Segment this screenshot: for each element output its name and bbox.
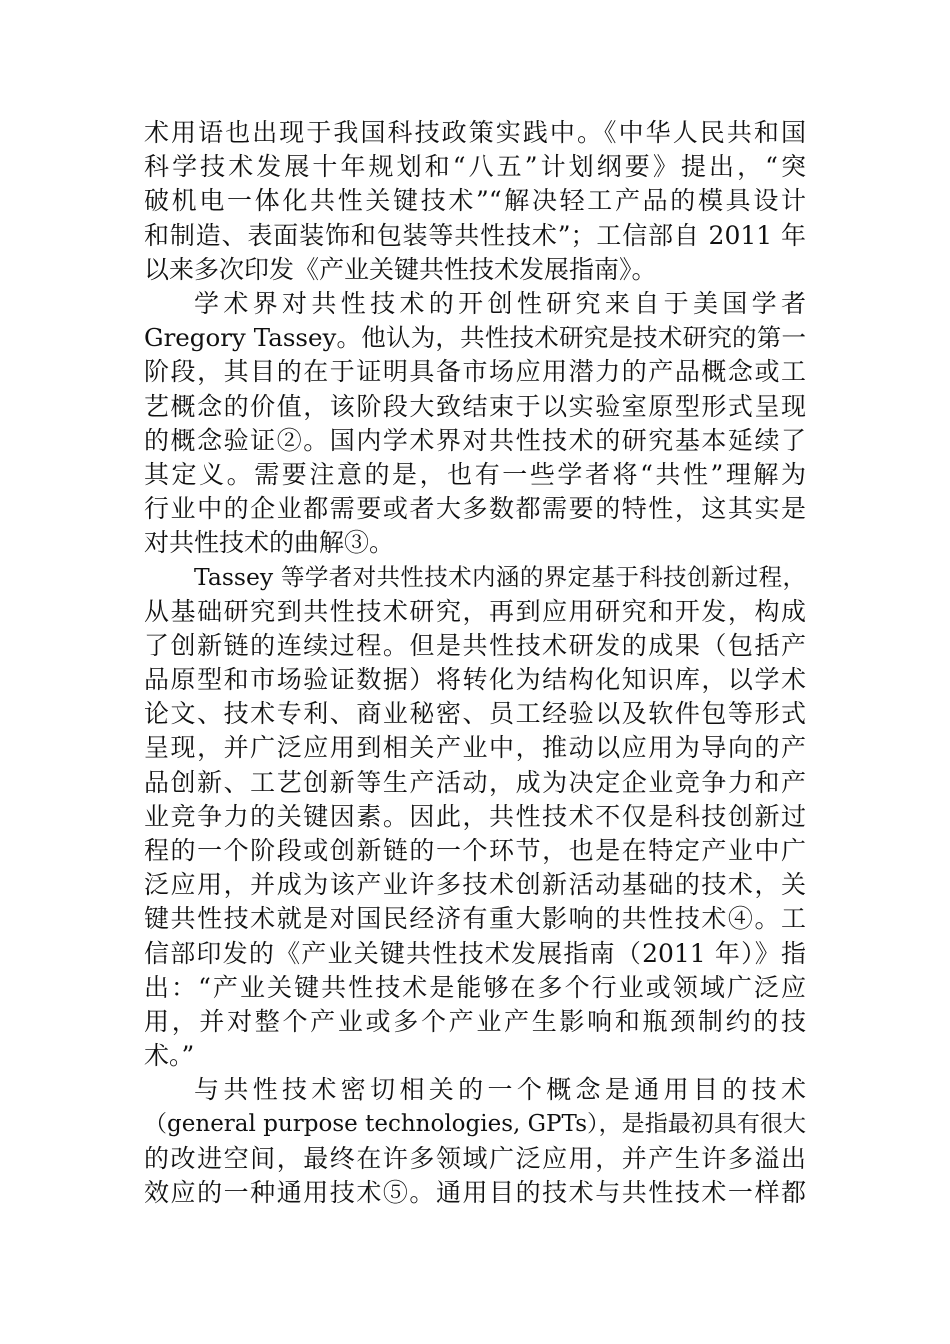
- text-line: 论文、技术专利、商业秘密、员工经验以及软件包等形式: [144, 699, 806, 729]
- text-line: Gregory Tassey。他认为，共性技术研究是技术研究的第一: [144, 323, 806, 353]
- text-line: 了创新链的连续过程。但是共性技术研发的成果（包括产: [144, 630, 806, 660]
- text-line: 术用语也出现于我国科技政策实践中。《中华人民共和国: [144, 118, 806, 147]
- text-line: 的改进空间，最终在许多领域广泛应用，并产生许多溢出: [144, 1143, 806, 1173]
- text-line: 业竞争力的关键因素。因此，共性技术不仅是科技创新过: [144, 801, 806, 831]
- text-line: 与共性技术密切相关的一个概念是通用目的技术: [194, 1075, 806, 1105]
- text-line: 信部印发的《产业关键共性技术发展指南（2011 年）》指: [144, 938, 806, 968]
- text-line: 艺概念的价值，该阶段大致结束于以实验室原型形式呈现: [144, 391, 806, 421]
- text-line: 科学技术发展十年规划和“八五”计划纲要》提出，“突: [144, 152, 806, 182]
- text-line: 学术界对共性技术的开创性研究来自于美国学者: [194, 288, 806, 318]
- text-line: 用，并对整个产业或多个产业产生影响和瓶颈制约的技: [144, 1006, 806, 1036]
- text-line: Tassey 等学者对共性技术内涵的界定基于科技创新过程，: [194, 563, 806, 592]
- text-line: 行业中的企业都需要或者大多数都需要的特性，这其实是: [144, 494, 806, 524]
- paragraph-2: [144, 287, 806, 561]
- text-line: 键共性技术就是对国民经济有重大影响的共性技术④。工: [144, 904, 806, 934]
- text-line: 效应的一种通用技术⑤。通用目的技术与共性技术一样都: [144, 1177, 806, 1207]
- text-line: 破机电一体化共性关键技术”“解决轻工产品的模具设计: [144, 186, 806, 216]
- text-line: 术。”: [144, 1041, 195, 1071]
- text-line: 出：“产业关键共性技术是能够在多个行业或领域广泛应: [144, 972, 806, 1002]
- text-line: 对共性技术的曲解③。: [144, 528, 395, 558]
- text-line: 阶段，其目的在于证明具备市场应用潜力的产品概念或工: [144, 357, 806, 387]
- document-page: [144, 116, 806, 1210]
- text-line: （general purpose technologies, GPTs），是指最初具有很大: [144, 1111, 806, 1138]
- text-line: 以来多次印发《产业关键共性技术发展指南》。: [144, 254, 657, 284]
- text-line: 品原型和市场验证数据）将转化为结构化知识库，以学术: [144, 665, 806, 694]
- text-line: 程的一个阶段或创新链的一个环节，也是在特定产业中广: [144, 835, 806, 865]
- text-line: 品创新、工艺创新等生产活动，成为决定企业竞争力和产: [144, 767, 806, 797]
- paragraph-3: [144, 560, 806, 1073]
- paragraph-1: [144, 116, 806, 287]
- text-line: 和制造、表面装饰和包装等共性技术”；工信部自 2011 年: [144, 220, 806, 250]
- text-line: 从基础研究到共性技术研究，再到应用研究和开发，构成: [144, 596, 806, 626]
- text-line: 的概念验证②。国内学术界对共性技术的研究基本延续了: [144, 425, 806, 455]
- paragraph-4: [144, 1073, 806, 1210]
- text-line: 其定义。需要注意的是，也有一些学者将“共性”理解为: [144, 459, 806, 489]
- text-line: 呈现，并广泛应用到相关产业中，推动以应用为导向的产: [144, 733, 806, 763]
- text-line: 泛应用，并成为该产业许多技术创新活动基础的技术，关: [144, 870, 806, 900]
